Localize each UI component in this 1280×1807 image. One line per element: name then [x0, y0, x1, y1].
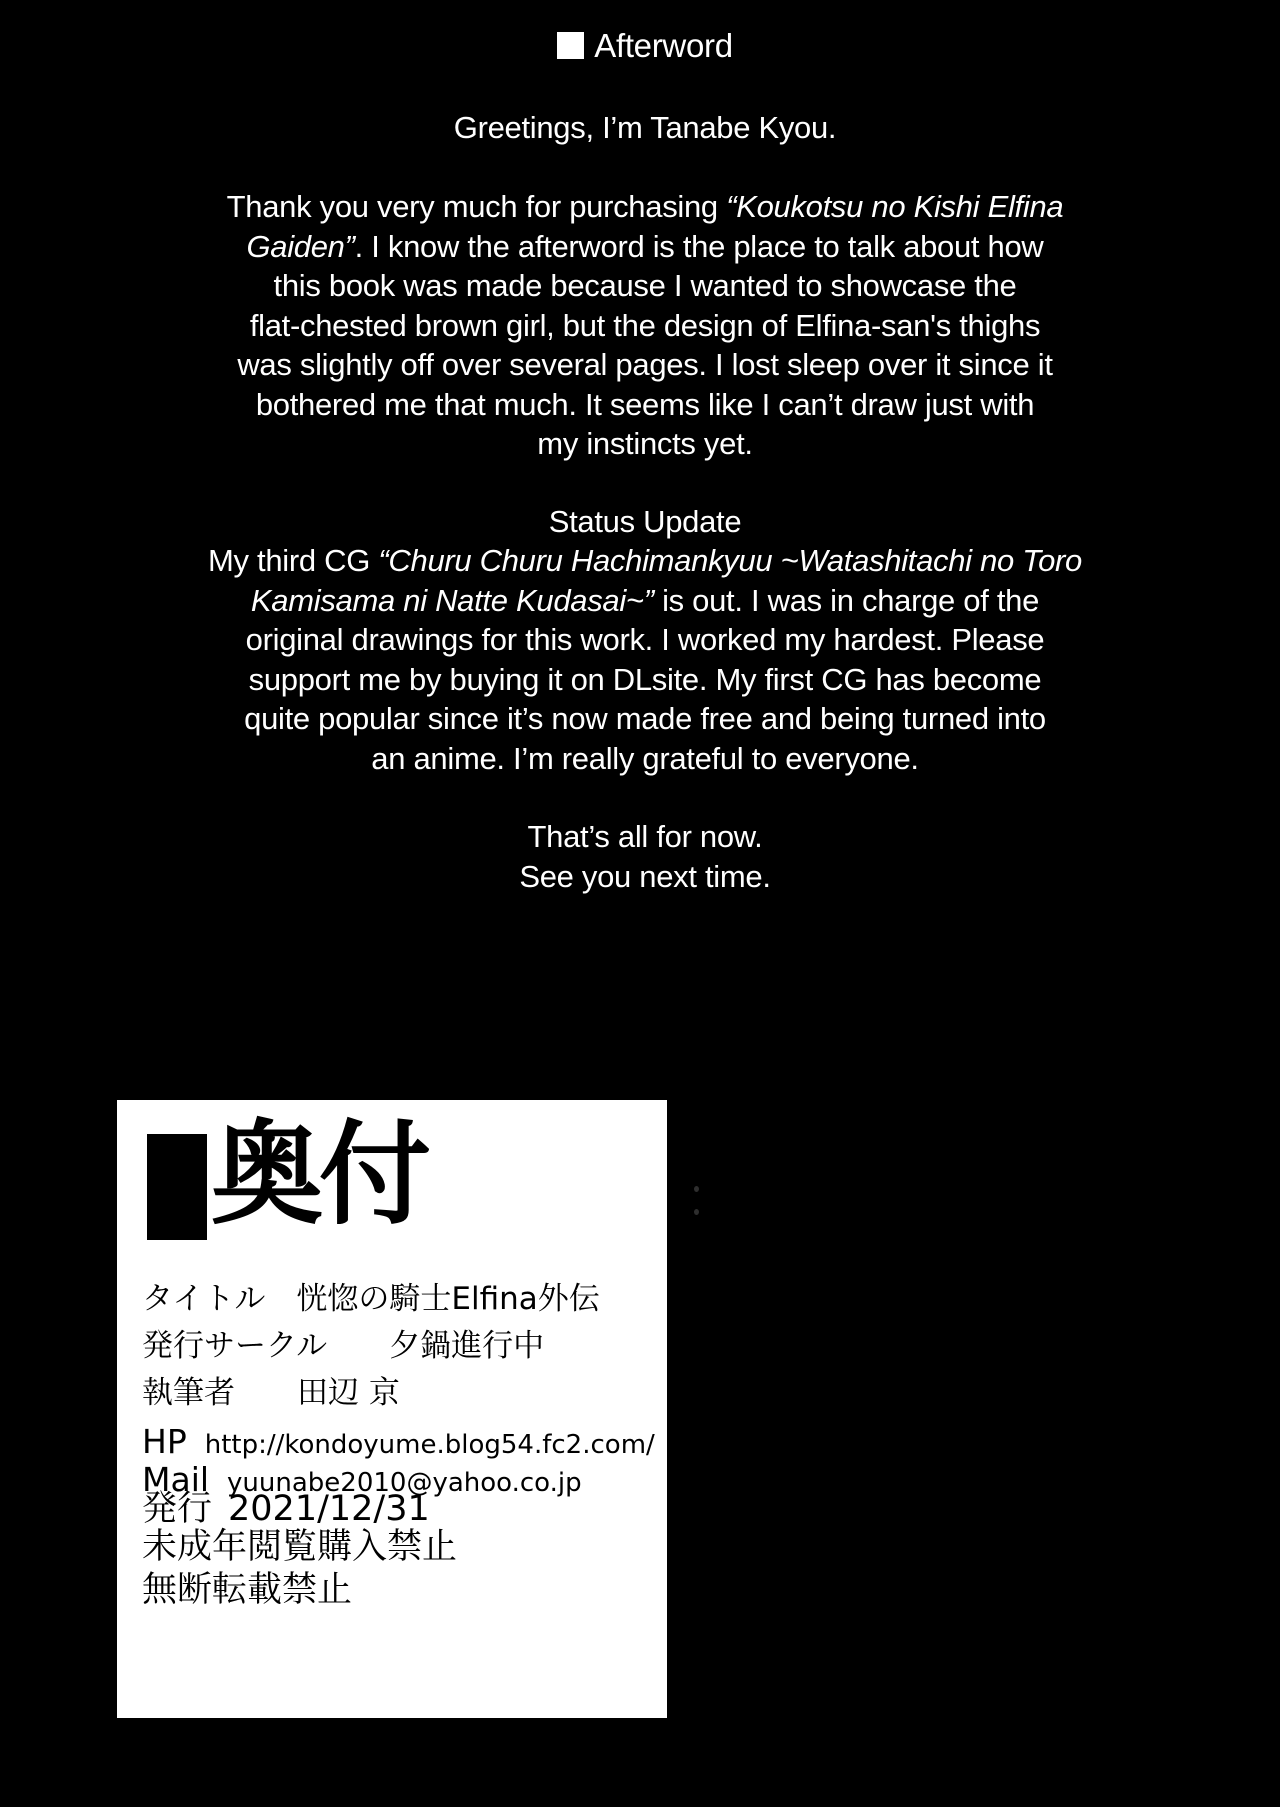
- afterword-heading-label: Afterword: [594, 27, 733, 64]
- text-line: My third CG “Churu Churu Hachimankyuu ~Watashitachi no Toro: [208, 543, 1082, 578]
- text-line: That’s all for now.: [527, 819, 763, 854]
- afterword-heading: [0, 26, 1280, 66]
- section-marker-icon: [557, 32, 584, 59]
- publication-date: 2021/12/31: [228, 1489, 430, 1529]
- text-line: 無断転載禁止: [142, 1570, 353, 1610]
- homepage-label: HP: [142, 1422, 187, 1461]
- afterword-paragraph-2: [0, 541, 1280, 778]
- colophon-box: [117, 1100, 667, 1718]
- greeting-line: Greetings, I’m Tanabe Kyou.: [453, 110, 837, 145]
- publication-label: 発行: [142, 1489, 213, 1529]
- publication-row: [142, 1488, 430, 1530]
- mail-address: yuunabe2010@yahoo.co.jp: [227, 1468, 582, 1498]
- text-line: original drawings for this work. I worked my hardest. Please: [245, 622, 1045, 657]
- colophon-info-lines: [142, 1276, 600, 1417]
- closing-lines: [0, 817, 1280, 896]
- colophon-title: 奥付: [211, 1110, 427, 1240]
- text-line: was slightly off over several pages. I lost sleep over it since it: [237, 347, 1053, 382]
- homepage-url: http://kondoyume.blog54.fc2.com/: [204, 1430, 655, 1460]
- colophon-marker-icon: [147, 1134, 207, 1240]
- text-line: this book was made because I wanted to showcase the: [273, 268, 1017, 303]
- text-line: 発行サークル 夕鍋進行中: [142, 1328, 545, 1364]
- text-line: Thank you very much for purchasing “Koukotsu no Kishi Elfina: [226, 189, 1064, 224]
- text-line: Gaiden”. I know the afterword is the place to talk about how: [246, 228, 1044, 264]
- notice-lines: [142, 1526, 457, 1612]
- text-line: 未成年閲覧購入禁止: [142, 1527, 458, 1567]
- scan-artifact-speck: [694, 1209, 699, 1215]
- scan-artifact-speck: [694, 1186, 699, 1192]
- homepage-row: [142, 1422, 655, 1463]
- text-line: タイトル 恍惚の騎士Elfina外伝: [142, 1281, 600, 1317]
- text-line: quite popular since it’s now made free and being turned into: [244, 701, 1046, 736]
- mail-label: Mail: [142, 1460, 210, 1499]
- text-line: an anime. I’m really grateful to everyone.: [371, 740, 919, 776]
- text-line: flat-chested brown girl, but the design of Elfina-san's thighs: [249, 307, 1041, 343]
- text-line: See you next time.: [519, 858, 771, 894]
- text-line: my instincts yet.: [537, 426, 753, 461]
- afterword-paragraph-1: [0, 187, 1280, 464]
- text-line: Kamisama ni Natte Kudasai~” is out. I was in charge of the: [250, 582, 1040, 618]
- text-line: 執筆者 田辺 京: [142, 1375, 400, 1411]
- status-update-heading: Status Update: [548, 504, 742, 539]
- text-line: support me by buying it on DLsite. My first CG has become: [248, 661, 1042, 697]
- text-line: bothered me that much. It seems like I can’t draw just with: [255, 386, 1035, 422]
